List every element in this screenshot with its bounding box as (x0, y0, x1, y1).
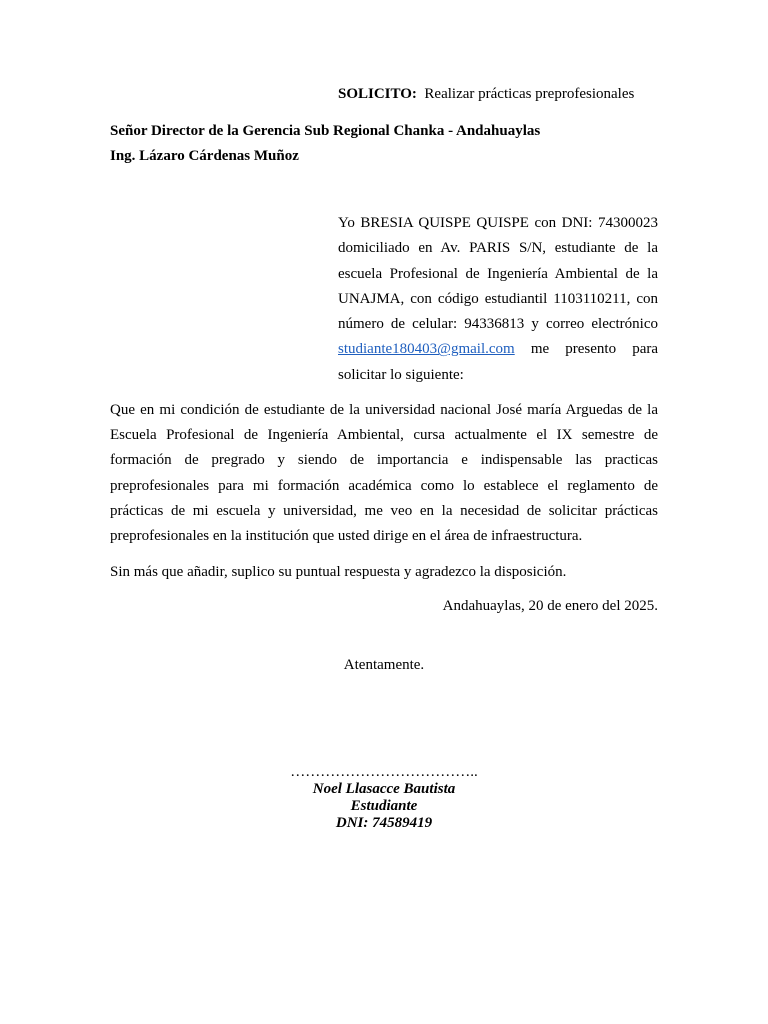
closing-text: Sin más que añadir, suplico su puntual respuesta y agradezco la disposición. (110, 564, 567, 580)
addressee-title: Señor Director de la Gerencia Sub Regional Chanka - Andahuaylas (110, 123, 541, 139)
solicito-label: SOLICITO: (338, 86, 417, 102)
intro-text-end: me presento para solicitar lo siguiente: (338, 341, 658, 383)
signature-block (0, 764, 768, 832)
addressee-block (110, 119, 658, 169)
signature-role: Estudiante (350, 798, 418, 814)
intro-text: Yo BRESIA QUISPE QUISPE con DNI: 74300023 domiciliado en Av. PARIS S/N, estudiante de la escuela Profesional de Ingeniería Ambiental de la UNAJMA, con código estudiantil 1103110211, con número de celular: 94336813 y correo electrónico (338, 215, 658, 333)
signature-dni: DNI: 74589419 (335, 815, 433, 831)
atentamente-text: Atentamente. (343, 657, 425, 673)
solicito-line (338, 84, 634, 104)
body-paragraph: Que en mi condición de estudiante de la universidad nacional José maría Arguedas de la Escuela Profesional de Ingeniería Ambiental, cursa actualmente el IX semestre de formación de pregrado y siendo de importancia e indispensable las practicas preprofesionales para mi formación académica como lo establece el reglamento de prácticas de mi escuela y universidad, me veo en la necesidad de solicitar prácticas preprofesionales en la institución que usted dirige en el área de infraestructura. (110, 402, 658, 545)
signature-name: Noel Llasacce Bautista (312, 781, 456, 797)
addressee-name: Ing. Lázaro Cárdenas Muñoz (110, 148, 299, 164)
signature-dotted-line: ……………………………….. (290, 764, 478, 780)
email-link[interactable]: studiante180403@gmail.com (338, 341, 515, 358)
intro-paragraph (338, 211, 658, 388)
solicito-text: Realizar prácticas preprofesionales (424, 86, 635, 102)
date-line: Andahuaylas, 20 de enero del 2025. (442, 598, 658, 614)
